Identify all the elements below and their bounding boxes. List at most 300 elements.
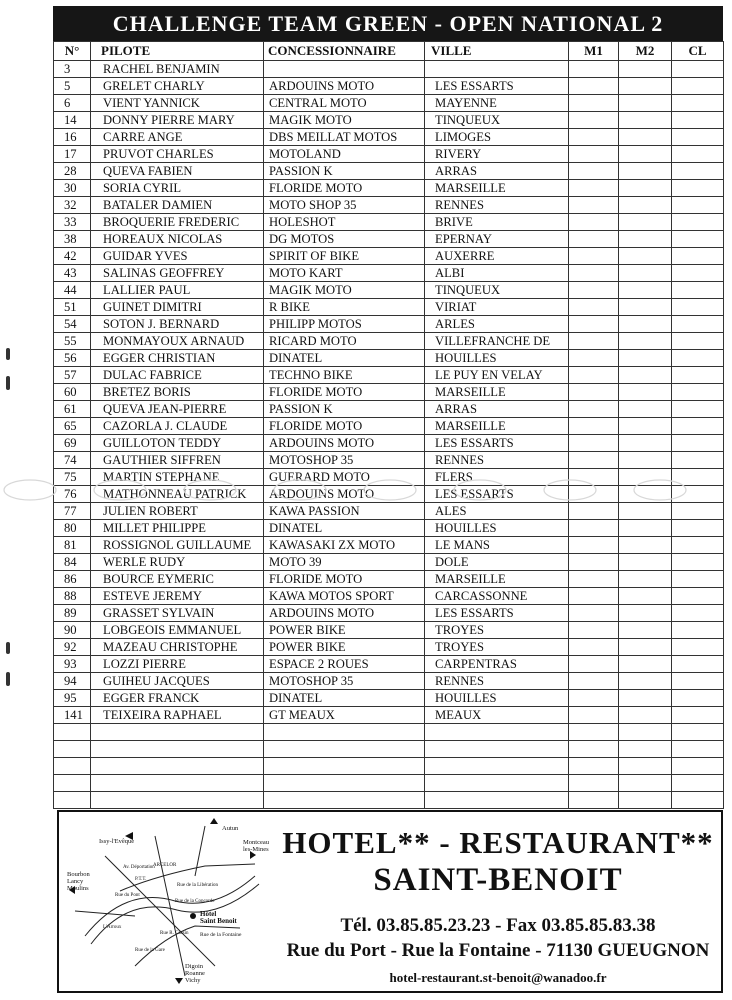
cell-m1 (569, 588, 619, 605)
cell-m2 (619, 384, 672, 401)
table-row (54, 299, 724, 316)
cell-number: 44 (54, 282, 91, 299)
cell-pilote: MAZEAU CHRISTOPHE (91, 639, 264, 656)
cell-ville: HOUILLES (425, 350, 569, 367)
cell-number: 38 (54, 231, 91, 248)
cell-blank (672, 758, 724, 775)
table-row (54, 146, 724, 163)
cell-number: 57 (54, 367, 91, 384)
cell-pilote: QUEVA JEAN-PIERRE (91, 401, 264, 418)
cell-m1 (569, 554, 619, 571)
cell-pilote: BOURCE EYMERIC (91, 571, 264, 588)
cell-ville: TINQUEUX (425, 282, 569, 299)
entries-body (54, 61, 724, 809)
cell-number: 32 (54, 197, 91, 214)
cell-ville: FLERS (425, 469, 569, 486)
cell-number: 93 (54, 656, 91, 673)
cell-ville: AUXERRE (425, 248, 569, 265)
cell-cl (672, 673, 724, 690)
cell-concessionnaire: FLORIDE MOTO (264, 571, 425, 588)
table-row (54, 401, 724, 418)
cell-ville: MARSEILLE (425, 384, 569, 401)
cell-pilote: GAUTHIER SIFFREN (91, 452, 264, 469)
cell-pilote: MARTIN STEPHANE (91, 469, 264, 486)
cell-blank (619, 741, 672, 758)
cell-number: 86 (54, 571, 91, 588)
table-row (54, 588, 724, 605)
cell-m2 (619, 418, 672, 435)
cell-pilote: LALLIER PAUL (91, 282, 264, 299)
table-row (54, 163, 724, 180)
cell-m2 (619, 112, 672, 129)
cell-number: 89 (54, 605, 91, 622)
cell-ville: TINQUEUX (425, 112, 569, 129)
cell-m2 (619, 214, 672, 231)
map-label-hotel: Hôtel Saint Benoit (200, 910, 237, 925)
cell-concessionnaire: HOLESHOT (264, 214, 425, 231)
cell-number: 5 (54, 78, 91, 95)
cell-m1 (569, 690, 619, 707)
cell-blank (569, 758, 619, 775)
cell-concessionnaire: PHILIPP MOTOS (264, 316, 425, 333)
cell-blank (619, 775, 672, 792)
cell-concessionnaire: PASSION K (264, 401, 425, 418)
cell-m1 (569, 61, 619, 78)
cell-blank (264, 724, 425, 741)
cell-m1 (569, 265, 619, 282)
cell-number: 75 (54, 469, 91, 486)
cell-concessionnaire: MOTO 39 (264, 554, 425, 571)
cell-m2 (619, 435, 672, 452)
cell-number: 65 (54, 418, 91, 435)
cell-m2 (619, 265, 672, 282)
cell-blank (91, 758, 264, 775)
cell-number: 95 (54, 690, 91, 707)
table-row (54, 231, 724, 248)
cell-ville: LES ESSARTS (425, 78, 569, 95)
cell-m2 (619, 61, 672, 78)
cell-pilote: DONNY PIERRE MARY (91, 112, 264, 129)
cell-pilote: ESTEVE JEREMY (91, 588, 264, 605)
map-label-gare: Rue de la Gare (135, 948, 165, 953)
cell-m1 (569, 656, 619, 673)
cell-cl (672, 571, 724, 588)
cell-concessionnaire: PASSION K (264, 163, 425, 180)
table-row-blank (54, 758, 724, 775)
cell-pilote: GRASSET SYLVAIN (91, 605, 264, 622)
cell-number: 69 (54, 435, 91, 452)
cell-m1 (569, 197, 619, 214)
cell-m1 (569, 639, 619, 656)
binder-mark (6, 642, 10, 654)
cell-concessionnaire: DINATEL (264, 690, 425, 707)
table-row (54, 78, 724, 95)
cell-ville: MARSEILLE (425, 418, 569, 435)
table-row (54, 452, 724, 469)
cell-cl (672, 452, 724, 469)
cell-ville: ARLES (425, 316, 569, 333)
cell-blank (672, 775, 724, 792)
map-label-ptt: P.T.T. (135, 877, 147, 882)
cell-pilote: LOZZI PIERRE (91, 656, 264, 673)
cell-ville: ARRAS (425, 163, 569, 180)
cell-number: 77 (54, 503, 91, 520)
cell-blank (264, 741, 425, 758)
table-row (54, 367, 724, 384)
map-label-autun: Autun (222, 825, 239, 832)
cell-number: 42 (54, 248, 91, 265)
cell-cl (672, 78, 724, 95)
cell-m1 (569, 622, 619, 639)
cell-pilote: TEIXEIRA RAPHAEL (91, 707, 264, 724)
cell-cl (672, 95, 724, 112)
cell-cl (672, 112, 724, 129)
cell-ville: ALES (425, 503, 569, 520)
cell-concessionnaire: CENTRAL MOTO (264, 95, 425, 112)
cell-cl (672, 639, 724, 656)
cell-cl (672, 537, 724, 554)
cell-m2 (619, 554, 672, 571)
cell-m1 (569, 537, 619, 554)
cell-cl (672, 554, 724, 571)
cell-cl (672, 605, 724, 622)
table-row-blank (54, 792, 724, 809)
cell-concessionnaire: R BIKE (264, 299, 425, 316)
cell-concessionnaire: MAGIK MOTO (264, 282, 425, 299)
cell-pilote: BROQUERIE FREDERIC (91, 214, 264, 231)
table-row-blank (54, 724, 724, 741)
cell-concessionnaire: DINATEL (264, 520, 425, 537)
cell-m1 (569, 333, 619, 350)
cell-pilote: BRETEZ BORIS (91, 384, 264, 401)
cell-concessionnaire: DBS MEILLAT MOTOS (264, 129, 425, 146)
cell-pilote: LOBGEOIS EMMANUEL (91, 622, 264, 639)
cell-blank (619, 724, 672, 741)
cell-m1 (569, 520, 619, 537)
table-row (54, 95, 724, 112)
table-row (54, 639, 724, 656)
map-label-hotel-sub: Rue de la Fontaine (200, 932, 242, 938)
cell-cl (672, 197, 724, 214)
cell-number: 3 (54, 61, 91, 78)
advert-address: Rue du Port - Rue la Fontaine - 71130 GUEUGNON (286, 940, 710, 961)
map-label-arroux: L'Arroux (103, 925, 122, 930)
cell-concessionnaire: FLORIDE MOTO (264, 180, 425, 197)
cell-blank (54, 758, 91, 775)
cell-m1 (569, 112, 619, 129)
table-row (54, 248, 724, 265)
table-row (54, 673, 724, 690)
cell-m2 (619, 333, 672, 350)
cell-concessionnaire: MOTO KART (264, 265, 425, 282)
cell-cl (672, 418, 724, 435)
cell-cl (672, 520, 724, 537)
table-row (54, 435, 724, 452)
cell-m2 (619, 622, 672, 639)
advert-email: hotel-restaurant.st-benoit@wanadoo.fr (389, 970, 607, 985)
cell-m1 (569, 299, 619, 316)
cell-pilote: QUEVA FABIEN (91, 163, 264, 180)
cell-number: 81 (54, 537, 91, 554)
cell-m1 (569, 418, 619, 435)
table-row (54, 180, 724, 197)
cell-blank (672, 724, 724, 741)
cell-m1 (569, 146, 619, 163)
cell-ville: MARSEILLE (425, 180, 569, 197)
cell-pilote: VIENT YANNICK (91, 95, 264, 112)
cell-number: 76 (54, 486, 91, 503)
cell-cl (672, 248, 724, 265)
cell-m2 (619, 588, 672, 605)
cell-number: 94 (54, 673, 91, 690)
advert-name: SAINT-BENOIT (373, 862, 623, 898)
cell-pilote: EGGER CHRISTIAN (91, 350, 264, 367)
cell-m2 (619, 707, 672, 724)
cell-blank (425, 792, 569, 809)
cell-blank (619, 792, 672, 809)
cell-blank (425, 724, 569, 741)
cell-m1 (569, 214, 619, 231)
cell-concessionnaire (264, 61, 425, 78)
cell-concessionnaire: DG MOTOS (264, 231, 425, 248)
cell-number: 80 (54, 520, 91, 537)
cell-blank (569, 775, 619, 792)
table-row-blank (54, 775, 724, 792)
table-row (54, 316, 724, 333)
cell-cl (672, 146, 724, 163)
cell-m2 (619, 452, 672, 469)
cell-cl (672, 384, 724, 401)
cell-m2 (619, 197, 672, 214)
cell-ville: ALBI (425, 265, 569, 282)
cell-ville: LES ESSARTS (425, 435, 569, 452)
cell-ville: VIRIAT (425, 299, 569, 316)
cell-ville: LE MANS (425, 537, 569, 554)
cell-m2 (619, 248, 672, 265)
table-header-row (54, 42, 724, 61)
cell-m1 (569, 367, 619, 384)
cell-blank (672, 741, 724, 758)
cell-m1 (569, 78, 619, 95)
cell-m1 (569, 180, 619, 197)
cell-pilote: GUIHEU JACQUES (91, 673, 264, 690)
cell-cl (672, 299, 724, 316)
cell-ville: TROYES (425, 622, 569, 639)
cell-m2 (619, 401, 672, 418)
table-row-blank (54, 741, 724, 758)
map-label-bourbon: Bourbon Lancy Moulins (67, 871, 90, 892)
cell-pilote: DULAC FABRICE (91, 367, 264, 384)
table-row (54, 384, 724, 401)
table-row (54, 112, 724, 129)
cell-m2 (619, 673, 672, 690)
cell-cl (672, 61, 724, 78)
cell-pilote: SALINAS GEOFFREY (91, 265, 264, 282)
cell-number: 84 (54, 554, 91, 571)
cell-cl (672, 214, 724, 231)
cell-concessionnaire: POWER BIKE (264, 639, 425, 656)
cell-m1 (569, 231, 619, 248)
entries-table (53, 41, 724, 809)
col-header-concessionnaire: CONCESSIONNAIRE (264, 42, 425, 61)
map-label-deportation: Av. Déportation (123, 865, 155, 870)
cell-concessionnaire: KAWA MOTOS SPORT (264, 588, 425, 605)
map-label-digoin: Digoin Roanne Vichy (185, 963, 205, 984)
cell-concessionnaire: MOTO SHOP 35 (264, 197, 425, 214)
cell-pilote: ROSSIGNOL GUILLAUME (91, 537, 264, 554)
binder-mark (6, 672, 10, 686)
cell-concessionnaire: GUERARD MOTO (264, 469, 425, 486)
cell-m2 (619, 537, 672, 554)
cell-blank (91, 775, 264, 792)
cell-cl (672, 588, 724, 605)
cell-m1 (569, 673, 619, 690)
cell-concessionnaire: ARDOUINS MOTO (264, 605, 425, 622)
cell-number: 30 (54, 180, 91, 197)
cell-blank (425, 775, 569, 792)
cell-number: 74 (54, 452, 91, 469)
cell-blank (54, 741, 91, 758)
col-header-m2: M2 (619, 42, 672, 61)
cell-ville: EPERNAY (425, 231, 569, 248)
map-label-concorde: Rue de la Concorde (175, 899, 215, 904)
col-header-pilote: PILOTE (91, 42, 264, 61)
cell-number: 14 (54, 112, 91, 129)
cell-concessionnaire: ARDOUINS MOTO (264, 486, 425, 503)
cell-blank (264, 792, 425, 809)
cell-m1 (569, 95, 619, 112)
cell-m2 (619, 95, 672, 112)
cell-pilote: WERLE RUDY (91, 554, 264, 571)
cell-pilote: BATALER DAMIEN (91, 197, 264, 214)
cell-blank (619, 758, 672, 775)
entry-sheet (53, 6, 723, 809)
cell-ville: TROYES (425, 639, 569, 656)
cell-blank (569, 724, 619, 741)
cell-ville: LES ESSARTS (425, 486, 569, 503)
cell-m2 (619, 367, 672, 384)
cell-m2 (619, 163, 672, 180)
cell-pilote: GUINET DIMITRI (91, 299, 264, 316)
cell-ville: BRIVE (425, 214, 569, 231)
cell-ville: LE PUY EN VELAY (425, 367, 569, 384)
cell-m2 (619, 571, 672, 588)
cell-concessionnaire: ESPACE 2 ROUES (264, 656, 425, 673)
cell-pilote: PRUVOT CHARLES (91, 146, 264, 163)
map-label-liberation: Rue de la Libération (177, 883, 218, 888)
binder-mark (6, 376, 10, 390)
cell-ville: HOUILLES (425, 520, 569, 537)
cell-number: 88 (54, 588, 91, 605)
cell-blank (569, 741, 619, 758)
cell-m1 (569, 316, 619, 333)
cell-cl (672, 690, 724, 707)
cell-cl (672, 265, 724, 282)
cell-number: 16 (54, 129, 91, 146)
cell-m2 (619, 520, 672, 537)
cell-m2 (619, 605, 672, 622)
cell-pilote: GUIDAR YVES (91, 248, 264, 265)
cell-m2 (619, 282, 672, 299)
cell-pilote: RACHEL BENJAMIN (91, 61, 264, 78)
cell-number: 17 (54, 146, 91, 163)
table-row (54, 707, 724, 724)
cell-number: 141 (54, 707, 91, 724)
cell-pilote: JULIEN ROBERT (91, 503, 264, 520)
table-row (54, 197, 724, 214)
cell-ville: MAYENNE (425, 95, 569, 112)
cell-m2 (619, 129, 672, 146)
cell-cl (672, 231, 724, 248)
cell-cl (672, 180, 724, 197)
cell-blank (425, 741, 569, 758)
cell-concessionnaire: FLORIDE MOTO (264, 384, 425, 401)
cell-ville: HOUILLES (425, 690, 569, 707)
map-label-montceau: Montceau les-Mines (243, 839, 269, 853)
col-header-ville: VILLE (425, 42, 569, 61)
table-row (54, 282, 724, 299)
cell-cl (672, 316, 724, 333)
advert-hotel-restaurant: HOTEL** - RESTAURANT** (282, 825, 714, 860)
cell-m1 (569, 248, 619, 265)
cell-cl (672, 656, 724, 673)
binder-mark (6, 348, 10, 360)
cell-m1 (569, 571, 619, 588)
table-row (54, 350, 724, 367)
cell-m1 (569, 605, 619, 622)
cell-pilote: EGGER FRANCK (91, 690, 264, 707)
cell-blank (91, 724, 264, 741)
cell-pilote: MILLET PHILIPPE (91, 520, 264, 537)
watermark-band (0, 476, 732, 516)
cell-number: 61 (54, 401, 91, 418)
cell-m1 (569, 350, 619, 367)
cell-m2 (619, 639, 672, 656)
cell-pilote: CAZORLA J. CLAUDE (91, 418, 264, 435)
cell-cl (672, 622, 724, 639)
advert-text (281, 820, 715, 986)
cell-number: 51 (54, 299, 91, 316)
cell-number: 92 (54, 639, 91, 656)
cell-number: 28 (54, 163, 91, 180)
cell-concessionnaire: GT MEAUX (264, 707, 425, 724)
cell-ville: RENNES (425, 673, 569, 690)
cell-pilote: CARRE ANGE (91, 129, 264, 146)
hotel-advert (57, 810, 723, 993)
cell-pilote: MONMAYOUX ARNAUD (91, 333, 264, 350)
cell-cl (672, 435, 724, 452)
cell-m2 (619, 78, 672, 95)
cell-concessionnaire: ARDOUINS MOTO (264, 435, 425, 452)
cell-ville: CARCASSONNE (425, 588, 569, 605)
table-row (54, 214, 724, 231)
cell-m2 (619, 656, 672, 673)
cell-number: 60 (54, 384, 91, 401)
cell-number: 6 (54, 95, 91, 112)
table-row (54, 554, 724, 571)
table-row (54, 418, 724, 435)
cell-concessionnaire: KAWASAKI ZX MOTO (264, 537, 425, 554)
table-row (54, 61, 724, 78)
cell-m2 (619, 231, 672, 248)
cell-ville: RIVERY (425, 146, 569, 163)
cell-m1 (569, 435, 619, 452)
cell-pilote: GUILLOTON TEDDY (91, 435, 264, 452)
cell-cl (672, 350, 724, 367)
cell-concessionnaire: MOTOSHOP 35 (264, 673, 425, 690)
cell-concessionnaire: KAWA PASSION (264, 503, 425, 520)
cell-ville: RENNES (425, 197, 569, 214)
